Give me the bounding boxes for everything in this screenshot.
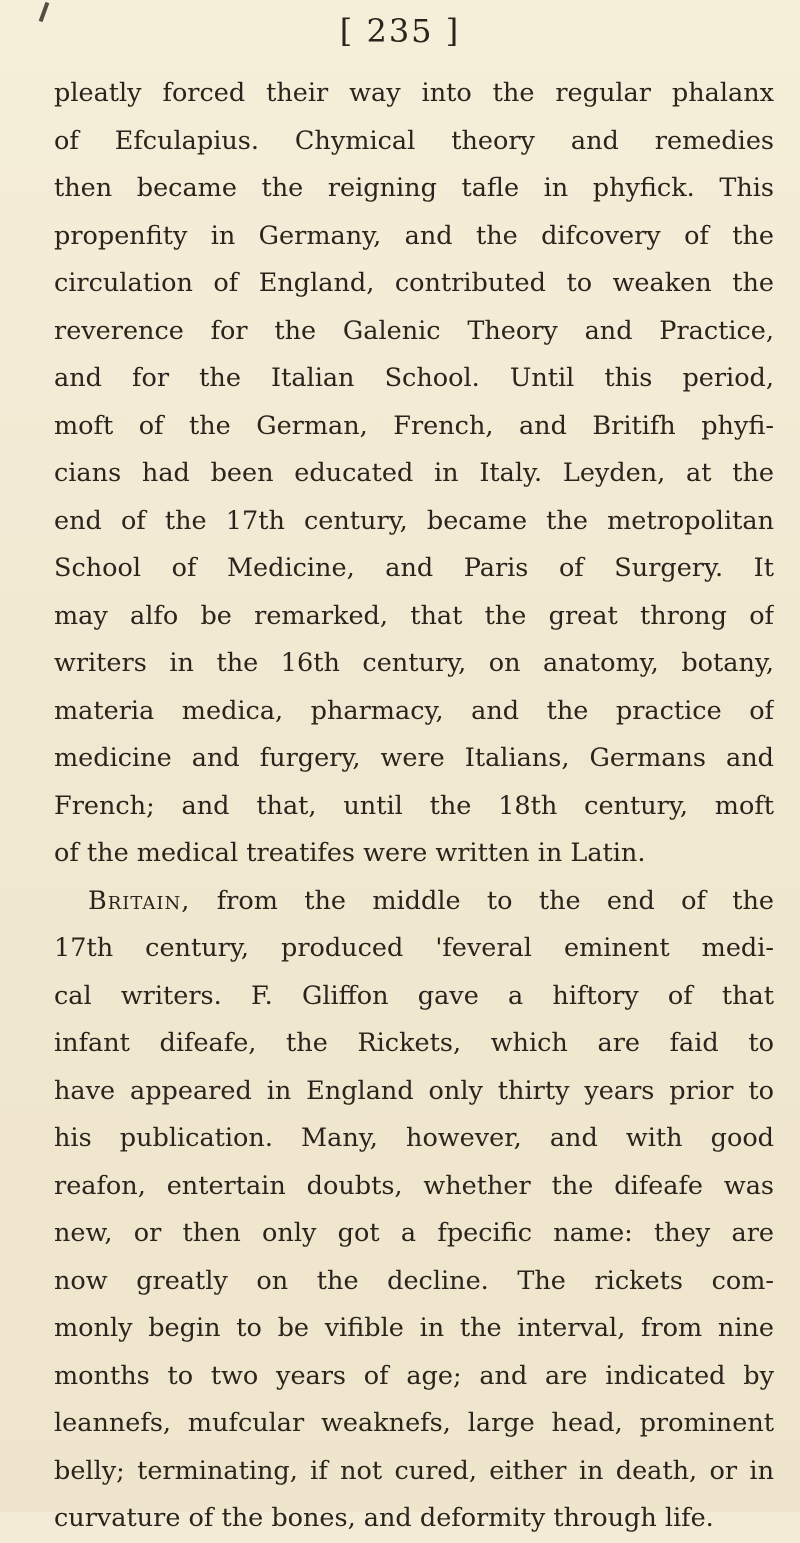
text-line-24: reafon, entertain doubts, whether the difeafe was: [54, 1170, 774, 1201]
text-line-30: belly; terminating, if not cured, either in death, or in: [54, 1455, 774, 1486]
text-line-31: curvature of the bones, and deformity through life.: [54, 1503, 714, 1533]
page-number: [ 235 ]: [339, 12, 461, 50]
text-line-18: [54, 878, 774, 926]
text-line-22: have appeared in England only thirty years prior to: [54, 1075, 774, 1106]
text-line-14: materia medica, pharmacy, and the practice of: [54, 695, 774, 726]
text-line-21: infant difeafe, the Rickets, which are faid to: [54, 1028, 774, 1058]
text-line-12: may alfo be remarked, that the great throng of: [54, 600, 774, 631]
text-line-3: then became the reigning tafle in phyfick. This: [54, 173, 774, 203]
text-line-26: now greatly on the decline. The rickets com-: [54, 1265, 774, 1296]
text-line-15: medicine and furgery, were Italians, Germans and: [54, 743, 774, 773]
text-line-9: cians had been educated in Italy. Leyden, at the: [54, 458, 774, 488]
text-line-1: pleatly forced their way into the regular phalanx: [54, 78, 774, 108]
text-line-29: leannefs, mufcular weaknefs, large head, prominent: [54, 1408, 774, 1438]
text-line-28: months to two years of age; and are indicated by: [54, 1360, 774, 1391]
text-line-25: new, or then only got a fpecific name: they are: [54, 1218, 774, 1248]
text-line-7: and for the Italian School. Until this period,: [54, 363, 774, 393]
text-line-23: his publication. Many, however, and with good: [54, 1123, 774, 1153]
text-line-11: School of Medicine, and Paris of Surgery. It: [54, 553, 774, 583]
text-line-6: reverence for the Galenic Theory and Practice,: [54, 315, 774, 346]
text-line-10: end of the 17th century, became the metropolitan: [54, 505, 774, 536]
text-line-20: cal writers. F. Gliffon gave a hiftory of that: [54, 980, 774, 1011]
britain-heading-word: Britain,: [88, 885, 191, 916]
text-line-13: writers in the 16th century, on anatomy, botany,: [54, 648, 774, 678]
text-line-19: 17th century, produced 'feveral eminent medi-: [54, 933, 774, 963]
body-text: [54, 70, 774, 1543]
text-line-17: of the medical treatifes were written in Latin.: [54, 838, 646, 868]
text-line-5: circulation of England, contributed to weaken the: [54, 268, 774, 298]
text-line-8: moft of the German, French, and Britifh phyfi-: [54, 410, 774, 441]
text-line-16: French; and that, until the 18th century, moft: [54, 790, 774, 821]
text-line-27: monly begin to be vifible in the interval, from nine: [54, 1313, 774, 1343]
text-line-4: propenfity in Germany, and the difcovery of the: [54, 220, 774, 251]
britain-line-rest: from the middle to the end of the: [216, 885, 774, 916]
text-line-2: of Efculapius. Chymical theory and remedies: [54, 125, 774, 156]
